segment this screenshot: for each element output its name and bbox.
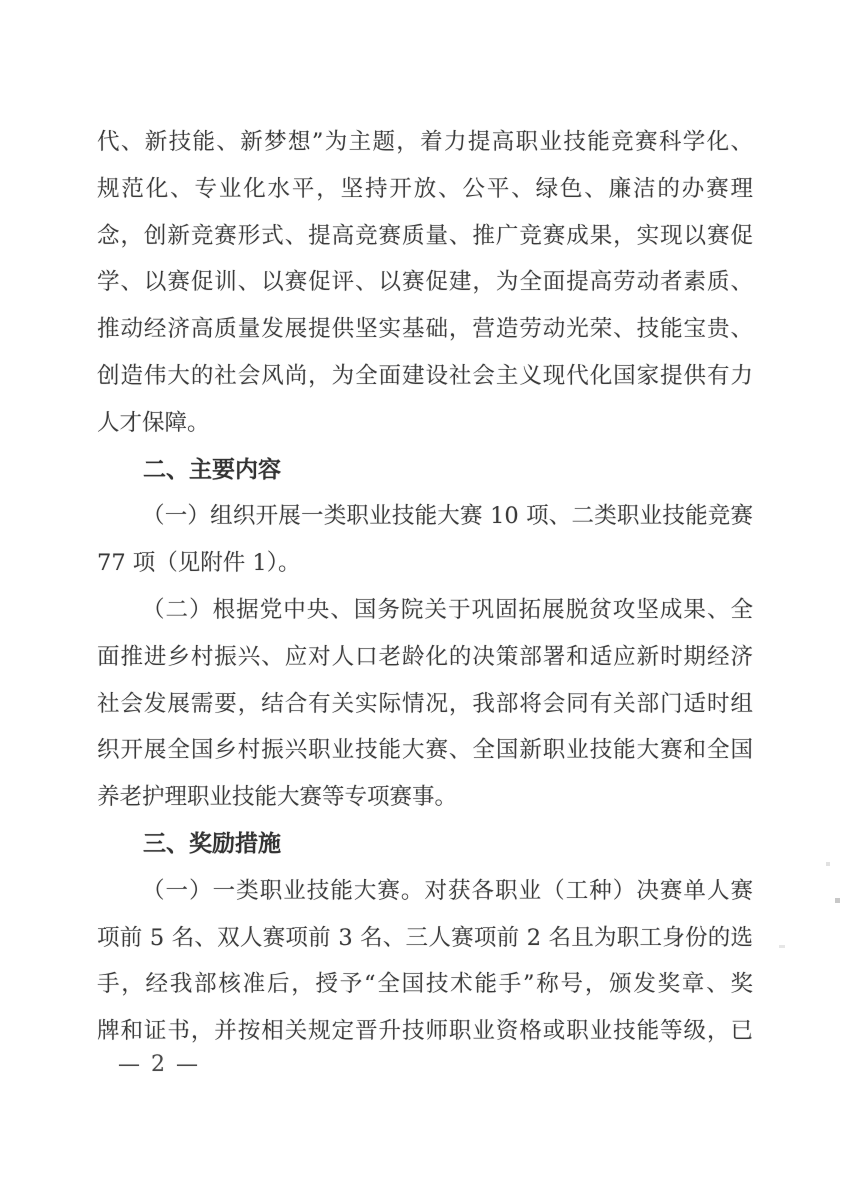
text-line: 项前 5 名、双人赛项前 3 名、三人赛项前 2 名且为职工身份的选 — [97, 924, 753, 951]
text-line: 社会发展需要，结合有关实际情况，我部将会同有关部门适时组 — [97, 690, 753, 717]
text-line: 代、新技能、新梦想”为主题，着力提高职业技能竞赛科学化、 — [97, 129, 753, 155]
text-line: 手，经我部核准后，授予“全国技术能手”称号，颁发奖章、奖 — [97, 971, 753, 998]
page-number: — 2 — — [118, 1052, 200, 1077]
text-line: 牌和证书，并按相关规定晋升技师职业资格或职业技能等级，已 — [97, 1018, 753, 1045]
scan-speck — [779, 945, 785, 948]
text-line: （一）组织开展一类职业技能大赛 10 项、二类职业技能竞赛 — [142, 503, 753, 530]
text-line: 创造伟大的社会风尚，为全面建设社会主义现代化国家提供有力 — [97, 362, 753, 389]
section-heading: 二、主要内容 — [143, 456, 281, 483]
text-line: 推动经济高质量发展提供坚实基础，营造劳动光荣、技能宝贵、 — [97, 316, 753, 343]
document-body — [97, 119, 753, 1055]
text-line: 学、以赛促训、以赛促评、以赛促建，为全面提高劳动者素质、 — [97, 269, 753, 296]
text-line: 织开展全国乡村振兴职业技能大赛、全国新职业技能大赛和全国 — [97, 737, 753, 764]
text-line: 77 项（见附件 1）。 — [97, 550, 301, 577]
text-line: 面推进乡村振兴、应对人口老龄化的决策部署和适应新时期经济 — [97, 643, 753, 670]
text-line: （二）根据党中央、国务院关于巩固拓展脱贫攻坚成果、全 — [142, 596, 753, 623]
text-line: 念，创新竞赛形式、提高竞赛质量、推广竞赛成果，实现以赛促 — [97, 222, 753, 249]
scan-speck — [826, 862, 830, 866]
section-heading: 三、奖励措施 — [143, 830, 281, 857]
text-line: 规范化、专业化水平，坚持开放、公平、绿色、廉洁的办赛理 — [97, 175, 753, 202]
text-line: 人才保障。 — [97, 409, 210, 436]
text-line: （一）一类职业技能大赛。对获各职业（工种）决赛单人赛 — [142, 877, 753, 904]
text-line: 养老护理职业技能大赛等专项赛事。 — [97, 784, 458, 811]
scan-speck — [835, 898, 840, 903]
